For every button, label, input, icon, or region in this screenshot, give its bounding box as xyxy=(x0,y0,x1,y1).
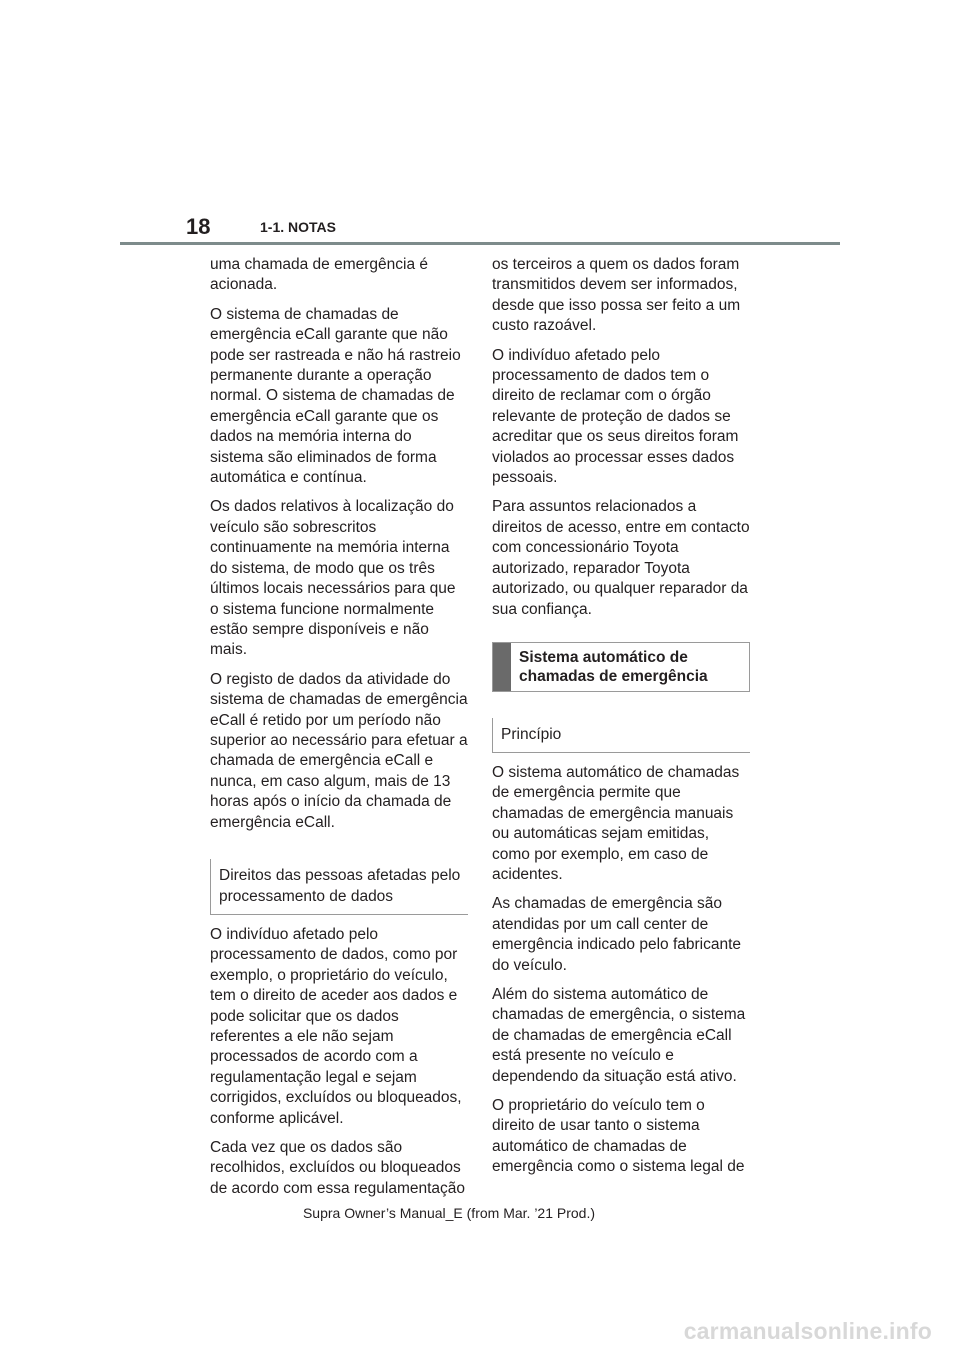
subheading-rights: Direitos das pessoas afetadas pelo processamento de dados xyxy=(210,859,468,915)
body-paragraph: O proprietário do veículo tem o direito de usar tanto o sistema automático de chamadas de emergência como o sistema legal de xyxy=(492,1097,745,1176)
body-paragraph: O indivíduo afetado pelo processamento de dados tem o direito de reclamar com o órgão relevante de proteção de dados se acreditar que os seus direitos foram violados ao processar esses dados pessoais. xyxy=(492,346,739,487)
section-heading-box xyxy=(492,642,750,692)
body-paragraph: O indivíduo afetado pelo processamento de dados, como por exemplo, o proprietário do veículo, tem o direito de aceder aos dados e pode solicitar que os dados referentes a ele não sejam processados de acordo com a regulamentação legal e sejam corrigidos, excluídos ou bloqueados, conforme aplicável. xyxy=(210,925,462,1127)
body-paragraph: os terceiros a quem os dados foram transmitidos devem ser informados, desde que isso possa ser feito a um custo razoável. xyxy=(492,256,741,335)
body-paragraph: uma chamada de emergência é acionada. xyxy=(210,256,428,294)
heading-accent-bar xyxy=(493,643,511,691)
section-heading: Sistema automático de chamadas de emergência xyxy=(519,648,708,685)
section-title: 1-1. NOTAS xyxy=(260,219,336,235)
page-number: 18 xyxy=(186,214,211,239)
left-column xyxy=(210,255,468,1208)
body-paragraph: Os dados relativos à localização do veículo são sobrescritos continuamente na memória interna do sistema, de modo que os três últimos locais necessários para que o sistema funcione normalmente estão sempre disponíveis e não mais. xyxy=(210,498,456,659)
body-paragraph: Cada vez que os dados são recolhidos, excluídos ou bloqueados de acordo com essa regulamentação xyxy=(210,1139,466,1197)
right-column xyxy=(492,255,750,1187)
body-paragraph: As chamadas de emergência são atendidas por um call center de emergência indicado pelo fabricante do veículo. xyxy=(492,895,742,974)
body-paragraph: O sistema de chamadas de emergência eCall garante que não pode ser rastreada e não há rastreio permanente durante a operação normal. O sistema de chamadas de emergência eCall garante que os dados na memória interna do sistema são eliminados de forma automática e contínua. xyxy=(210,305,461,487)
body-paragraph: Para assuntos relacionados a direitos de acesso, entre em contacto com concessionário Toyota autorizado, reparador Toyota autorizado, ou qualquer reparador da sua confiança. xyxy=(492,498,750,618)
body-paragraph: Além do sistema automático de chamadas de emergência, o sistema de chamadas de emergência eCall está presente no veículo e dependendo da situação está ativo. xyxy=(492,985,746,1085)
footer-text: Supra Owner’s Manual_E (from Mar. ’21 Prod.) xyxy=(302,1205,596,1221)
body-paragraph: O sistema automático de chamadas de emergência permite que chamadas de emergência manuais ou automáticas sejam emitidas, como por exemplo, em caso de acidentes. xyxy=(492,763,740,883)
footer xyxy=(0,1205,960,1221)
watermark: carmanualsonline.info xyxy=(683,1318,932,1344)
header-divider xyxy=(120,242,840,245)
body-paragraph: O registo de dados da atividade do sistema de chamadas de emergência eCall é retido por um período não superior ao necessário para efetuar a chamada de emergência eCall e nunca, em caso algum, mais de 13 horas após o início da chamada de emergência eCall. xyxy=(210,670,468,831)
subheading-principle: Princípio xyxy=(492,718,750,753)
